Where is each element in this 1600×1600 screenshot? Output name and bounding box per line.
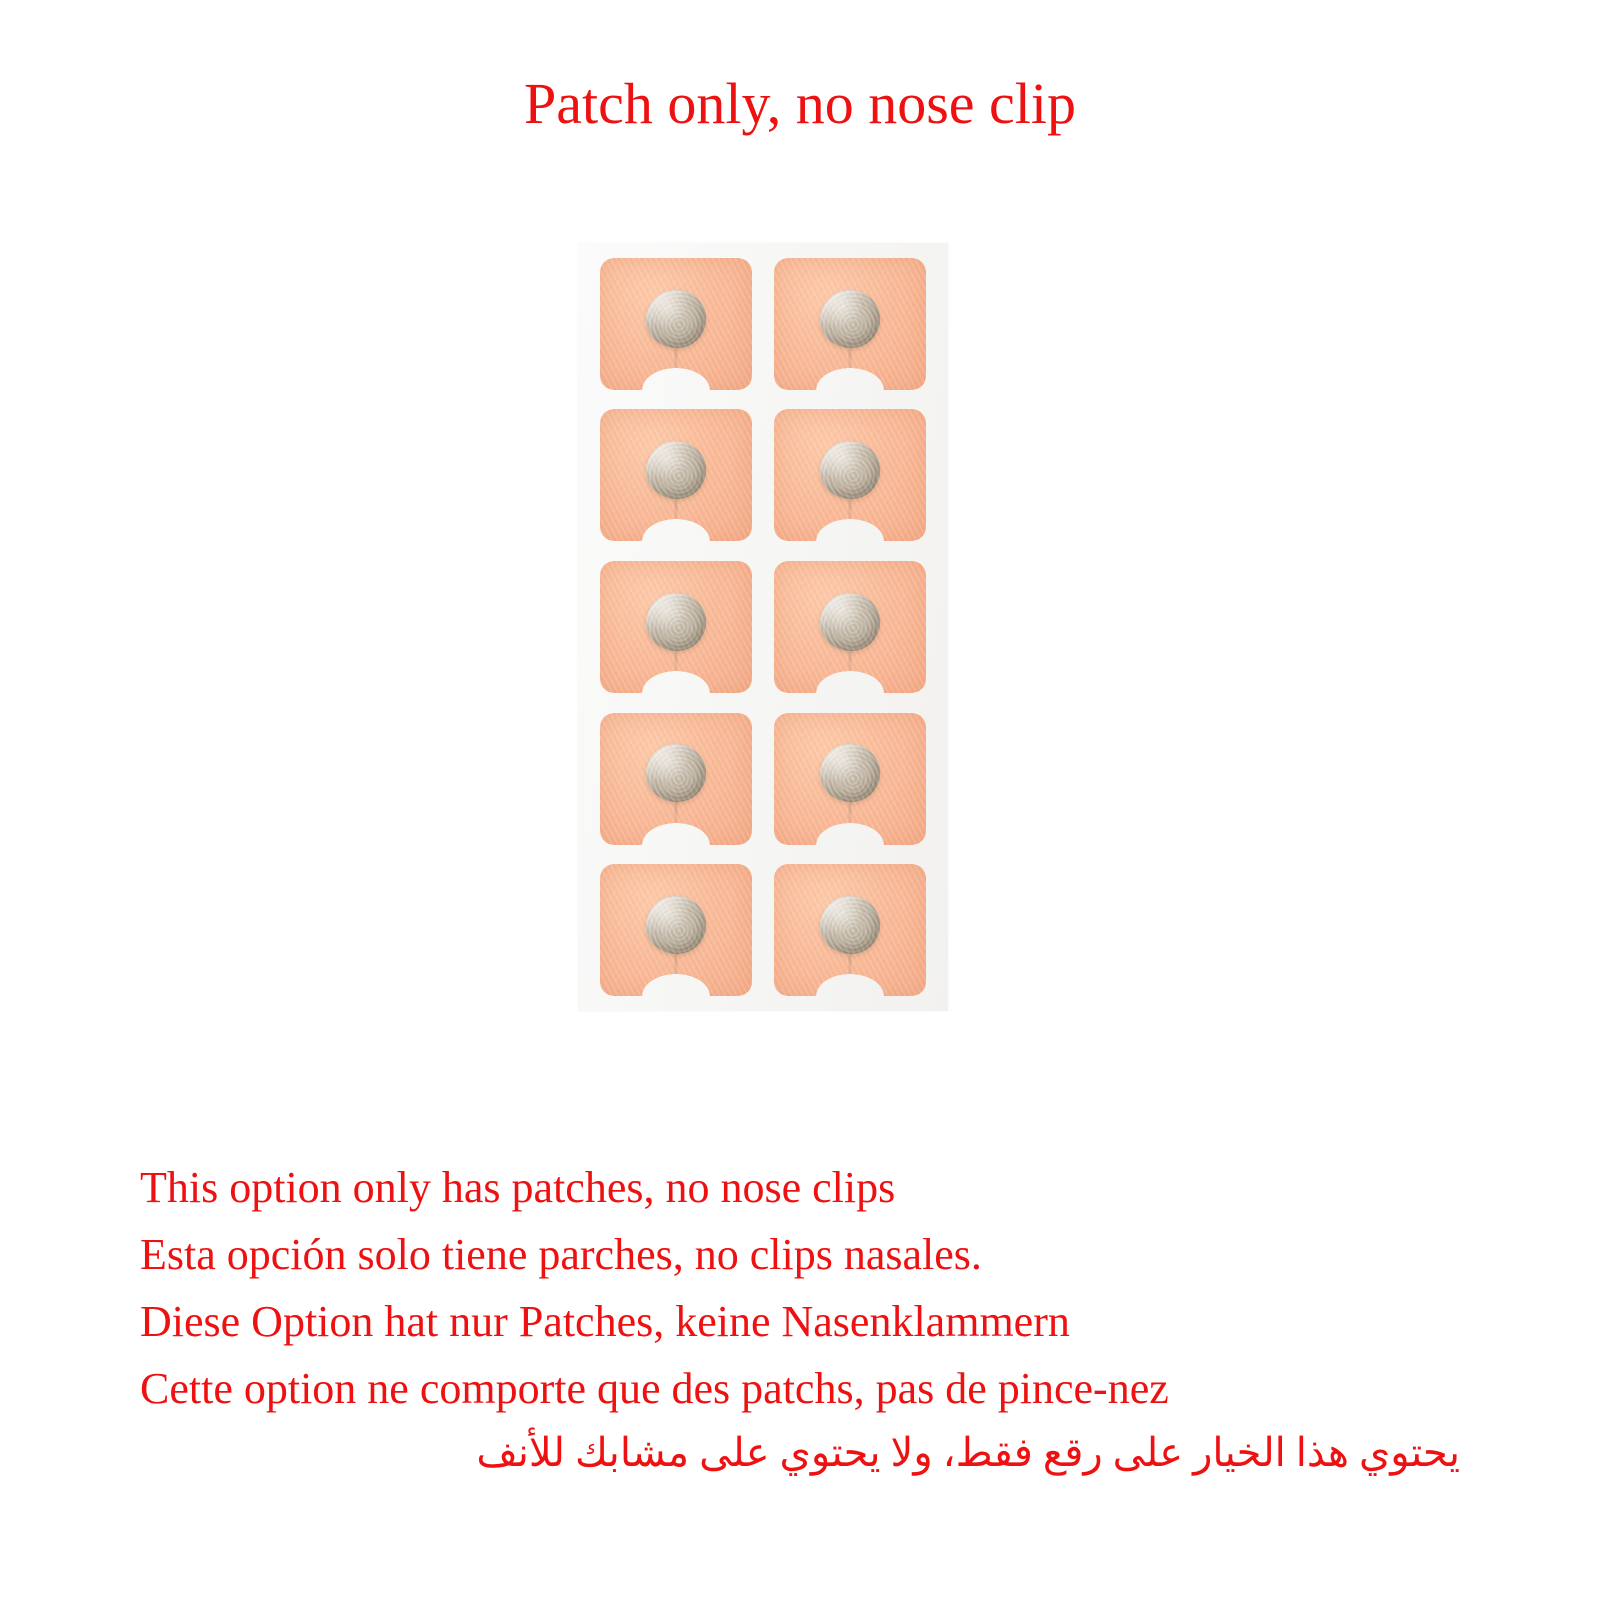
caption-fr: Cette option ne comporte que des patchs, pas de pince-nez bbox=[140, 1363, 1169, 1413]
caption-es: Esta opción solo tiene parches, no clips nasales. bbox=[140, 1229, 982, 1279]
patch-backing-sheet bbox=[578, 243, 948, 1011]
page-title: Patch only, no nose clip bbox=[524, 71, 1076, 136]
herbal-bead bbox=[820, 290, 880, 348]
patch-item bbox=[600, 713, 752, 845]
herbal-bead bbox=[646, 290, 706, 348]
caption-ar: يحتوي هذا الخيار على رقع فقط، ولا يحتوي على مشابك للأنف bbox=[476, 1429, 1460, 1475]
patch-item bbox=[774, 864, 926, 996]
caption-en: This option only has patches, no nose clips bbox=[140, 1163, 896, 1212]
herbal-bead bbox=[820, 593, 880, 651]
herbal-bead bbox=[646, 593, 706, 651]
patch-grid bbox=[596, 251, 930, 1003]
caption-de: Diese Option hat nur Patches, keine Nasenklammern bbox=[140, 1296, 1070, 1346]
herbal-bead bbox=[820, 744, 880, 802]
caption-block bbox=[0, 1155, 1600, 1483]
patch-item bbox=[774, 561, 926, 693]
patch-item bbox=[774, 258, 926, 390]
herbal-bead bbox=[646, 744, 706, 802]
herbal-bead bbox=[820, 896, 880, 954]
patch-item bbox=[600, 864, 752, 996]
patch-item bbox=[600, 258, 752, 390]
herbal-bead bbox=[646, 896, 706, 954]
herbal-bead bbox=[820, 441, 880, 499]
patch-item bbox=[774, 713, 926, 845]
patch-item bbox=[774, 409, 926, 541]
patch-item bbox=[600, 409, 752, 541]
herbal-bead bbox=[646, 441, 706, 499]
product-photo bbox=[578, 243, 948, 1011]
patch-item bbox=[600, 561, 752, 693]
